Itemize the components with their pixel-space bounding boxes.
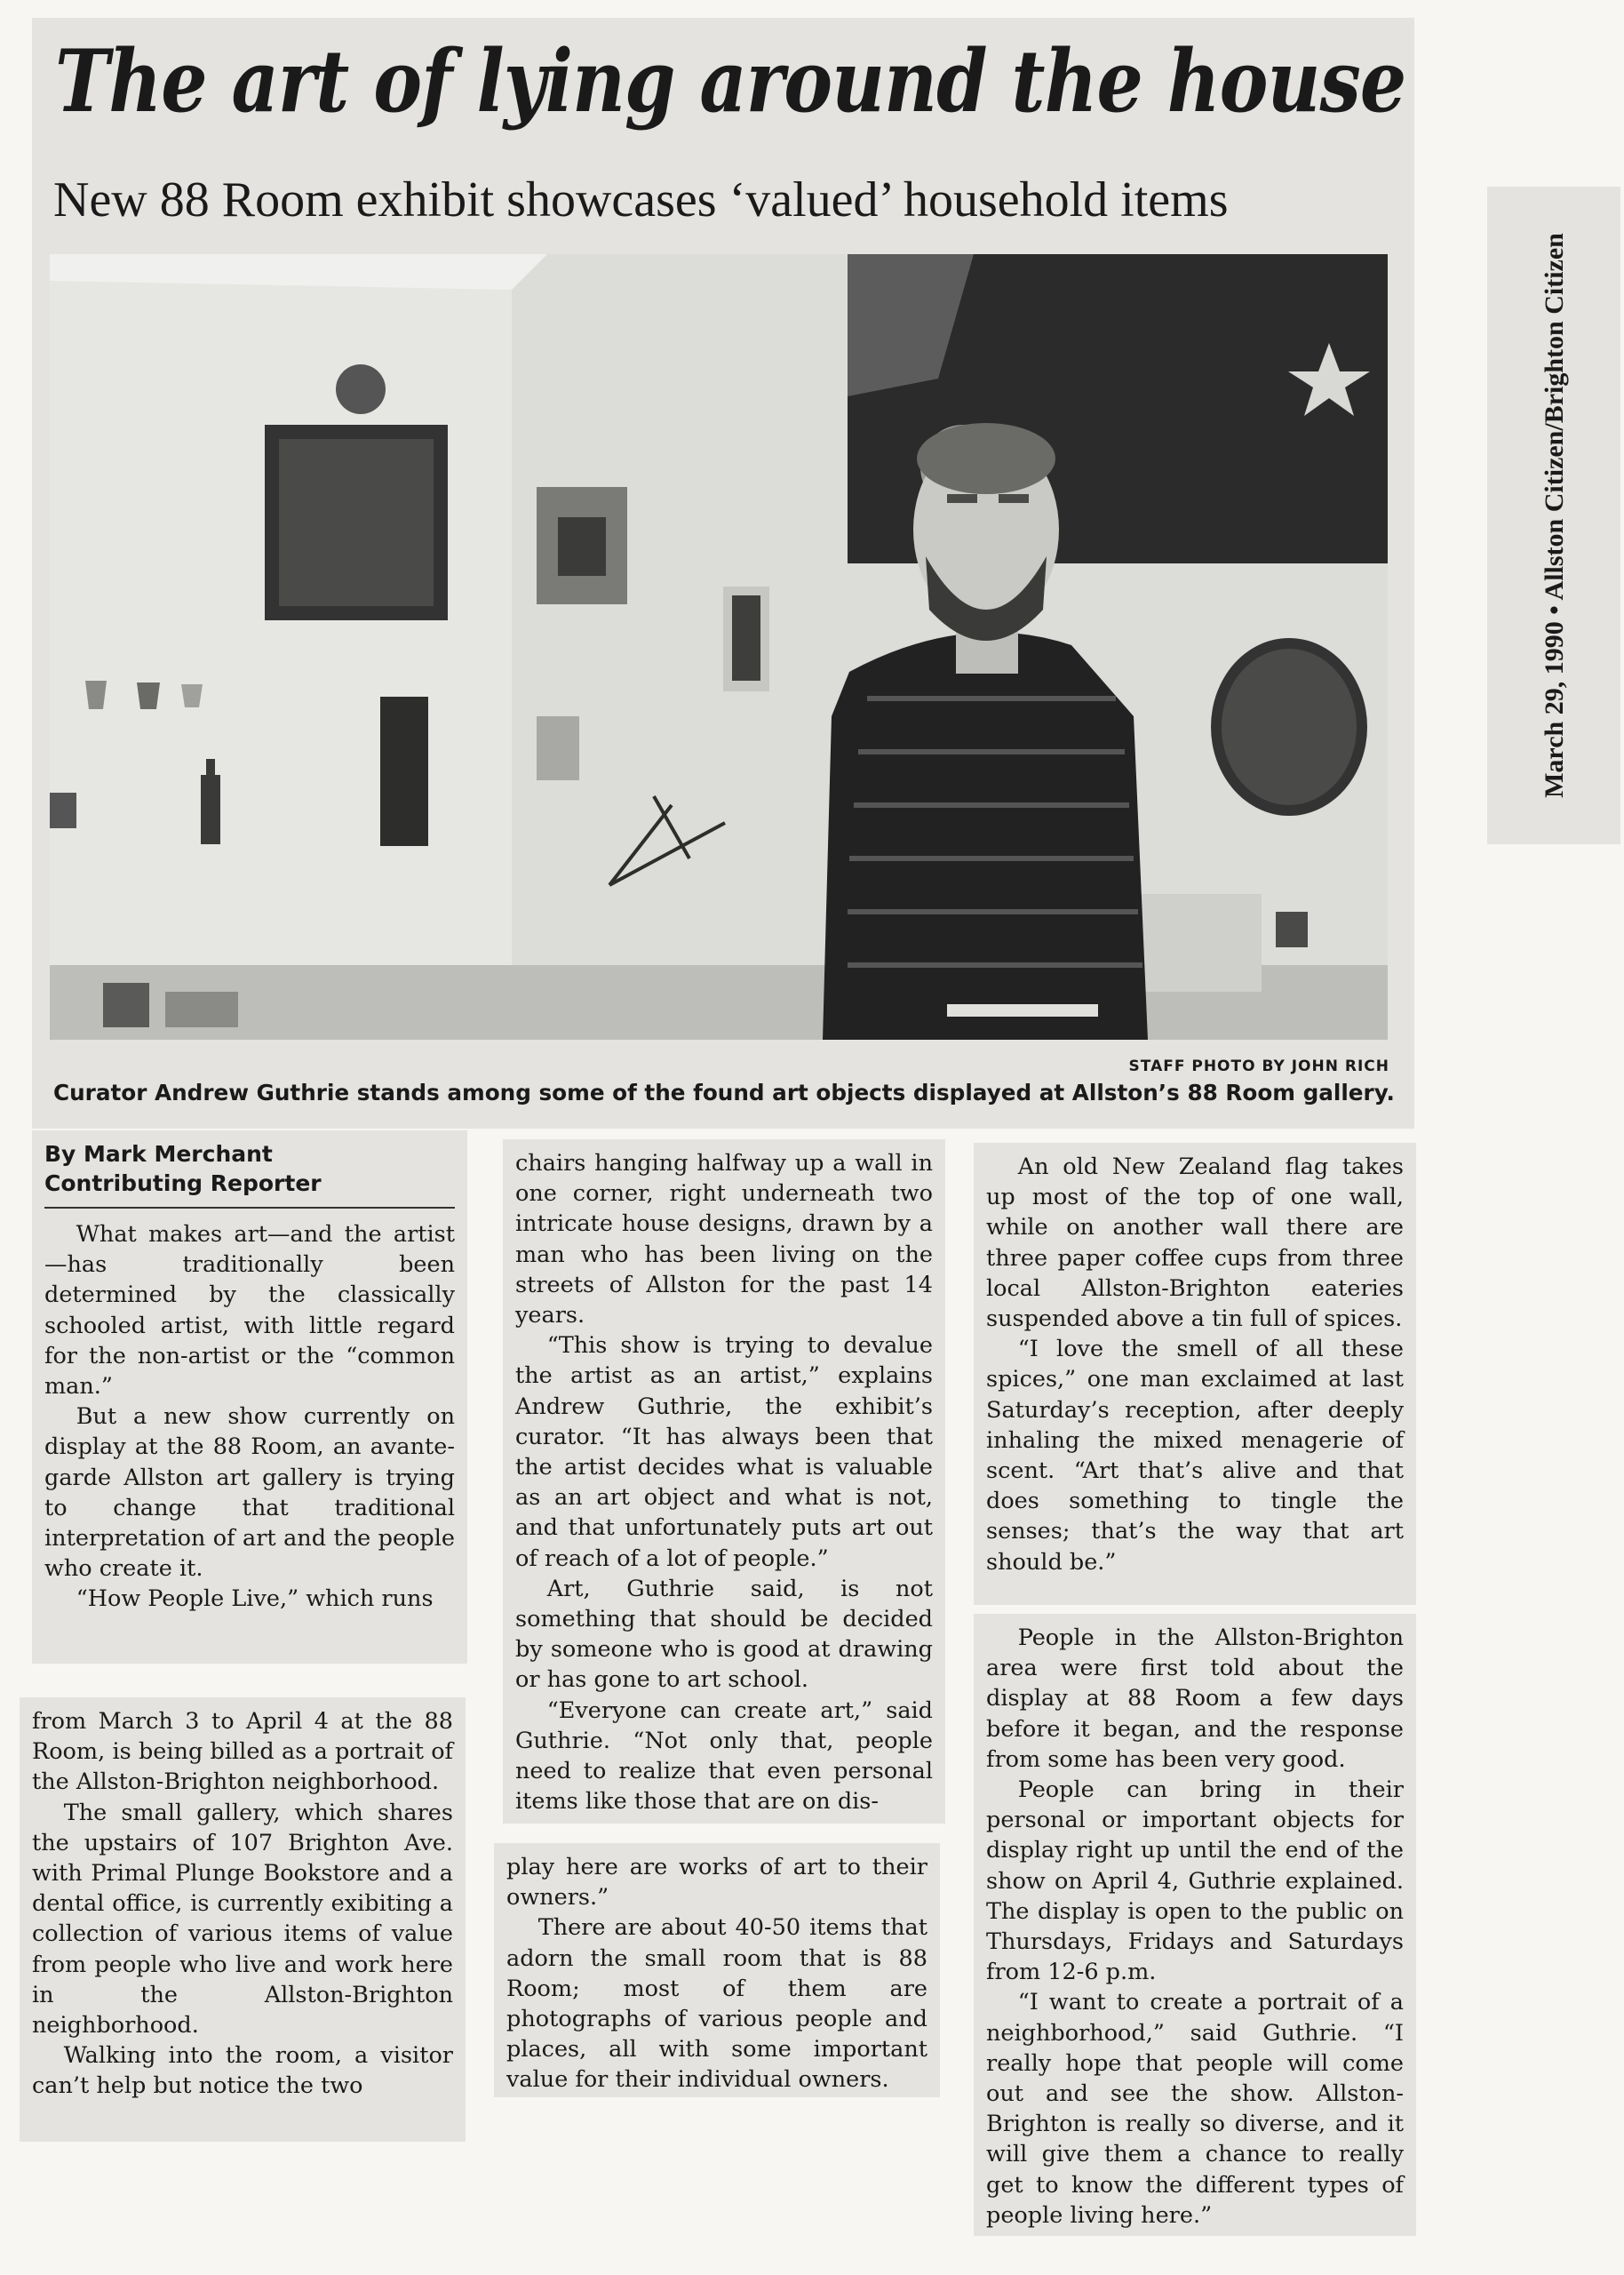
- paragraph: People can bring in their personal or important objects for display right up until the end of the show on April 4, Guthrie explained. The display is open to the public on Thursdays, Fridays and Saturdays from 12-6 p.m.: [986, 1776, 1404, 1986]
- paragraph: play here are works of art to their owners.”: [506, 1854, 927, 1912]
- paragraph: “I love the smell of all these spices,” one man exclaimed at last Saturday’s reception, after deeply inhaling the mixed menagerie of scent. “Art that’s alive and that does something to tingle the senses; that’s the way that art should be.”: [986, 1336, 1404, 1576]
- byline-name: By Mark Merchant: [44, 1141, 273, 1167]
- subheadline: New 88 Room exhibit showcases ‘valued’ household items: [53, 172, 1229, 228]
- article-column-3a: [974, 1143, 1416, 1605]
- paragraph: “How People Live,” which runs: [76, 1585, 434, 1613]
- paragraph: “This show is trying to devalue the artist as an artist,” explains Andrew Guthrie, the exhibit’s curator. “It has always been that the artist decides what is valuable as an art object and what is not, and that unfortunately puts art out of reach of a lot of people.”: [515, 1332, 933, 1572]
- source-date-clipping: [1487, 187, 1620, 844]
- paragraph: There are about 40-50 items that adorn the small room that is 88 Room; most of them are photographs of various people and places, all with some important value for their individual owners.: [506, 1914, 927, 2094]
- byline: [44, 1139, 455, 1209]
- gallery-photo: [50, 254, 1388, 1040]
- byline-role: Contributing Reporter: [44, 1170, 322, 1196]
- paragraph: chairs hanging halfway up a wall in one corner, right underneath two intricate house designs, drawn by a man who has been living on the streets of Allston for the past 14 years.: [515, 1150, 933, 1329]
- paragraph: Walking into the room, a visitor can’t help but notice the two: [32, 2042, 453, 2100]
- article-column-1b: [20, 1697, 466, 2142]
- paragraph: An old New Zealand flag takes up most of the top of one wall, while on another wall there are three paper coffee cups from three local Allston-Brighton eateries suspended above a tin full of spices.: [986, 1153, 1404, 1333]
- photo-credit: STAFF PHOTO BY JOHN RICH: [1128, 1058, 1389, 1075]
- paragraph: “Everyone can create art,” said Guthrie. “Not only that, people need to realize that even personal items like those that are on dis-: [515, 1696, 933, 1816]
- article-column-3b: [974, 1614, 1416, 2236]
- source-date-line: March 29, 1990 • Allston Citizen/Brighton Citizen: [1540, 233, 1569, 798]
- photo-caption: Curator Andrew Guthrie stands among some of the found art objects displayed at Allston’s 88 Room gallery.: [53, 1080, 1395, 1106]
- paragraph: But a new show currently on display at the 88 Room, an avante-garde Allston art gallery is trying to change that traditional interpretation of art and the people who create it.: [44, 1403, 455, 1583]
- paragraph: “I want to create a portrait of a neighborhood,” said Guthrie. “I really hope that people will come out and see the show. Allston-Brighton is really so diverse, and it will give them a chance to really get to know the different types of people living here.”: [986, 1989, 1404, 2229]
- paragraph: People in the Allston-Brighton area were first told about the display at 88 Room a few days before it began, and the response from some has been very good.: [986, 1624, 1404, 1773]
- headline: The art of lying around the house: [55, 31, 1406, 132]
- paragraph: Art, Guthrie said, is not something that should be decided by someone who is good at drawing or has gone to art school.: [515, 1575, 933, 1694]
- paragraph: What makes art—and the artist—has traditionally been determined by the classically schooled artist, with little regard for the non-artist or the “common man.”: [44, 1221, 455, 1401]
- paragraph: The small gallery, which shares the upstairs of 107 Brighton Ave. with Primal Plunge Bookstore and a dental office, is currently exibiting a collection of various items of value from people who live and work here in the Allston-Brighton neighborhood.: [32, 1799, 453, 2040]
- article-column-1a: [32, 1130, 467, 1664]
- article-column-2a: [503, 1139, 945, 1824]
- paragraph: from March 3 to April 4 at the 88 Room, is being billed as a portrait of the Allston-Brighton neighborhood.: [32, 1708, 453, 1796]
- article-column-2b: [494, 1843, 940, 2097]
